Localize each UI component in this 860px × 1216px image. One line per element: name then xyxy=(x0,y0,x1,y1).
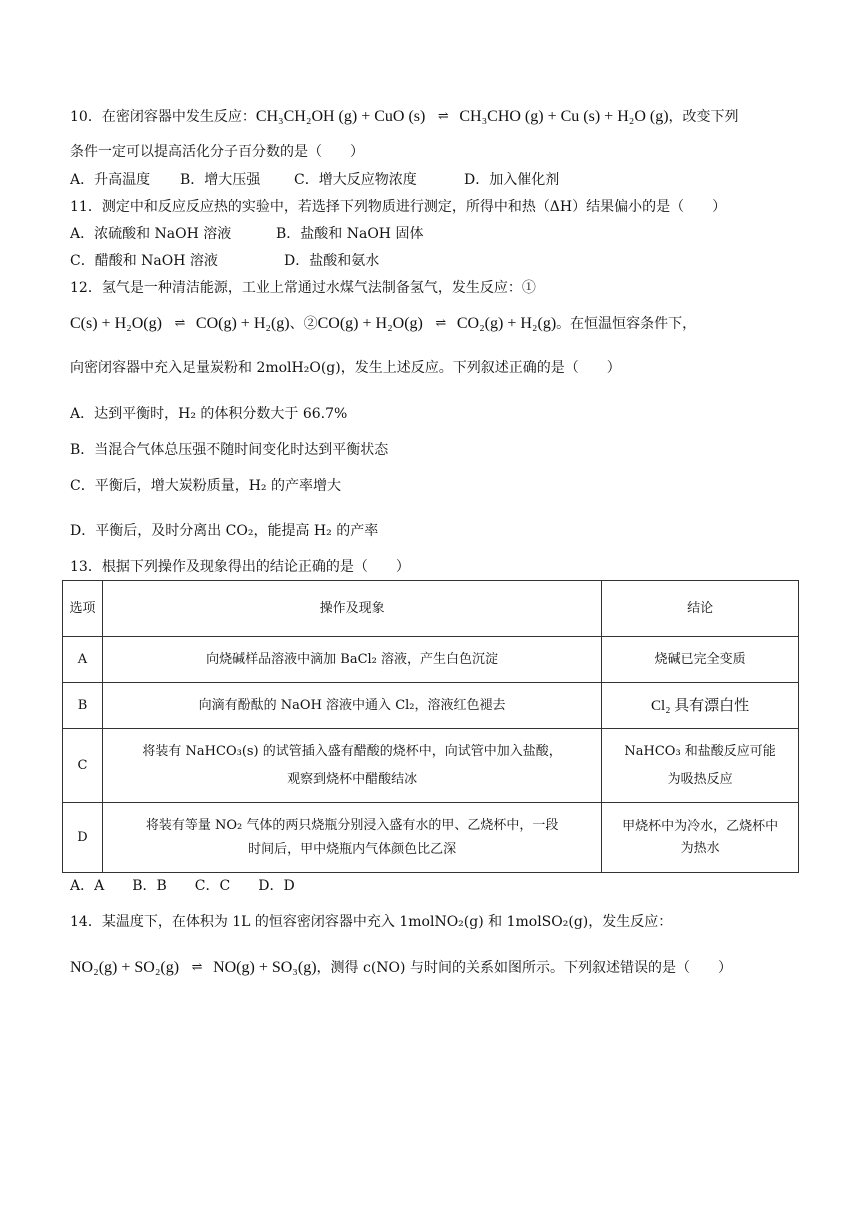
header-conclusion: 结论 xyxy=(602,581,799,637)
q13-table xyxy=(62,580,799,873)
header-operation: 操作及现象 xyxy=(102,581,601,637)
row-conclusion xyxy=(602,637,799,683)
row-option: D xyxy=(63,803,103,873)
q14-left: NO₂(g) + SO₂(g) xyxy=(70,959,180,976)
q12-option-d[interactable]: D．平衡后，及时分离出 CO₂，能提高 H₂ 的产率 xyxy=(70,523,379,539)
q12-option-a[interactable]: A．达到平衡时，H₂ 的体积分数大于 66.7% xyxy=(70,406,348,422)
q10-products: CH₃CHO (g) + Cu (s) + H₂O (g) xyxy=(459,108,669,125)
q11-option-a[interactable]: A．浓硫酸和 NaOH 溶液 xyxy=(70,226,232,242)
equilibrium-arrow-icon: ⇌ xyxy=(191,960,201,975)
q13-answer-options[interactable]: A．A B．B C．C D．D xyxy=(70,878,295,894)
q10-option-c[interactable]: C．增大反应物浓度 xyxy=(294,172,417,188)
row-conclusion xyxy=(602,803,799,873)
q10-suffix: ，改变下列 xyxy=(668,109,739,125)
row-conclusion-line: NaHCO₃ 和盐酸反应可能 xyxy=(624,743,776,759)
q10-line1 xyxy=(70,107,739,127)
q12-line2-suffix: 。在恒温恒容条件下， xyxy=(556,316,697,332)
row-conclusion-line: 为吸热反应 xyxy=(667,771,733,787)
table-row xyxy=(63,803,799,873)
q12-r2-left: CO(g) + H₂O(g) xyxy=(317,315,423,332)
q11-option-d[interactable]: D．盐酸和氨水 xyxy=(284,253,380,269)
q10-prefix: 在密闭容器中发生反应： xyxy=(101,109,256,125)
equilibrium-arrow-icon: ⇌ xyxy=(437,109,447,124)
row-conclusion-line: 为热水 xyxy=(680,840,720,856)
row-operation xyxy=(102,729,601,803)
q11-option-c[interactable]: C．醋酸和 NaOH 溶液 xyxy=(70,253,218,269)
q12-line3: 向密闭容器中充入足量炭粉和 2molH₂O(g)，发生上述反应。下列叙述正确的是（ ） xyxy=(70,360,621,376)
row-operation-line: 时间后，甲中烧瓶内气体颜色比乙深 xyxy=(248,841,457,857)
q12-r1-left: C(s) + H₂O(g) xyxy=(70,315,162,332)
q12-separator: 、② xyxy=(289,316,318,332)
row-operation-line: 观察到烧杯中醋酸结冰 xyxy=(287,771,418,787)
table-row xyxy=(63,729,799,803)
q12-line2 xyxy=(70,314,696,334)
q12-r2-right: CO₂(g) + H₂(g) xyxy=(456,315,557,332)
row-conclusion xyxy=(602,683,799,729)
row-operation-line: 将装有等量 NO₂ 气体的两只烧瓶分别浸入盛有水的甲、乙烧杯中，一段 xyxy=(145,817,559,833)
q10-reactants: CH₃CH₂OH (g) + CuO (s) xyxy=(255,108,426,125)
row-conclusion-line: 烧碱已完全变质 xyxy=(654,651,746,667)
q11-stem: 11．测定中和反应反应热的实验中，若选择下列物质进行测定，所得中和热（ΔH）结果偏小的是（ ） xyxy=(70,199,727,215)
q10-option-a[interactable]: A．升高温度 xyxy=(70,172,151,188)
row-conclusion-line: 甲烧杯中为冷水，乙烧杯中 xyxy=(622,818,779,834)
row-operation xyxy=(102,637,601,683)
q10-option-b[interactable]: B．增大压强 xyxy=(180,172,261,188)
q10-options xyxy=(70,170,559,190)
q14-right: NO(g) + SO₃(g) xyxy=(213,959,317,976)
row-conclusion xyxy=(602,729,799,803)
q13-stem: 13．根据下列操作及现象得出的结论正确的是（ ） xyxy=(70,559,410,575)
q11-options-row2 xyxy=(70,251,379,271)
q12-option-c[interactable]: C．平衡后，增大炭粉质量，H₂ 的产率增大 xyxy=(70,478,341,494)
row-option: C xyxy=(63,729,103,803)
row-option: A xyxy=(63,637,103,683)
equilibrium-arrow-icon: ⇌ xyxy=(435,316,445,331)
row-operation xyxy=(102,683,601,729)
q14-line1: 14．某温度下，在体积为 1L 的恒容密闭容器中充入 1molNO₂(g) 和 1molSO₂(g)，发生反应： xyxy=(70,914,673,930)
q12-r1-right: CO(g) + H₂(g) xyxy=(195,315,290,332)
q10-line2: 条件一定可以提高活化分子百分数的是（ ） xyxy=(70,144,364,160)
q10-option-d[interactable]: D．加入催化剂 xyxy=(464,172,560,188)
q12-option-b[interactable]: B．当混合气体总压强不随时间变化时达到平衡状态 xyxy=(70,442,389,458)
table-header-row xyxy=(63,581,799,637)
row-operation-line: 将装有 NaHCO₃(s) 的试管插入盛有醋酸的烧杯中，向试管中加入盐酸， xyxy=(142,743,562,759)
row-operation xyxy=(102,803,601,873)
q11-options-row1 xyxy=(70,224,423,244)
q11-option-b[interactable]: B．盐酸和 NaOH 固体 xyxy=(276,226,424,242)
row-conclusion-line: Cl₂ 具有漂白性 xyxy=(651,697,750,714)
q14-suffix: ，测得 c(NO) 与时间的关系如图所示。下列叙述错误的是（ ） xyxy=(316,960,732,976)
row-operation-line: 向烧碱样品溶液中滴加 BaCl₂ 溶液，产生白色沉淀 xyxy=(206,651,499,667)
q12-line1: 12．氢气是一种清洁能源，工业上常通过水煤气法制备氢气，发生反应：① xyxy=(70,280,536,296)
table-row xyxy=(63,637,799,683)
q14-line2 xyxy=(70,958,732,978)
q10-number: 10． xyxy=(70,109,102,125)
table-row xyxy=(63,683,799,729)
header-option: 选项 xyxy=(63,581,103,637)
equilibrium-arrow-icon: ⇌ xyxy=(174,316,184,331)
row-operation-line: 向滴有酚酞的 NaOH 溶液中通入 Cl₂，溶液红色褪去 xyxy=(198,697,506,713)
row-option: B xyxy=(63,683,103,729)
